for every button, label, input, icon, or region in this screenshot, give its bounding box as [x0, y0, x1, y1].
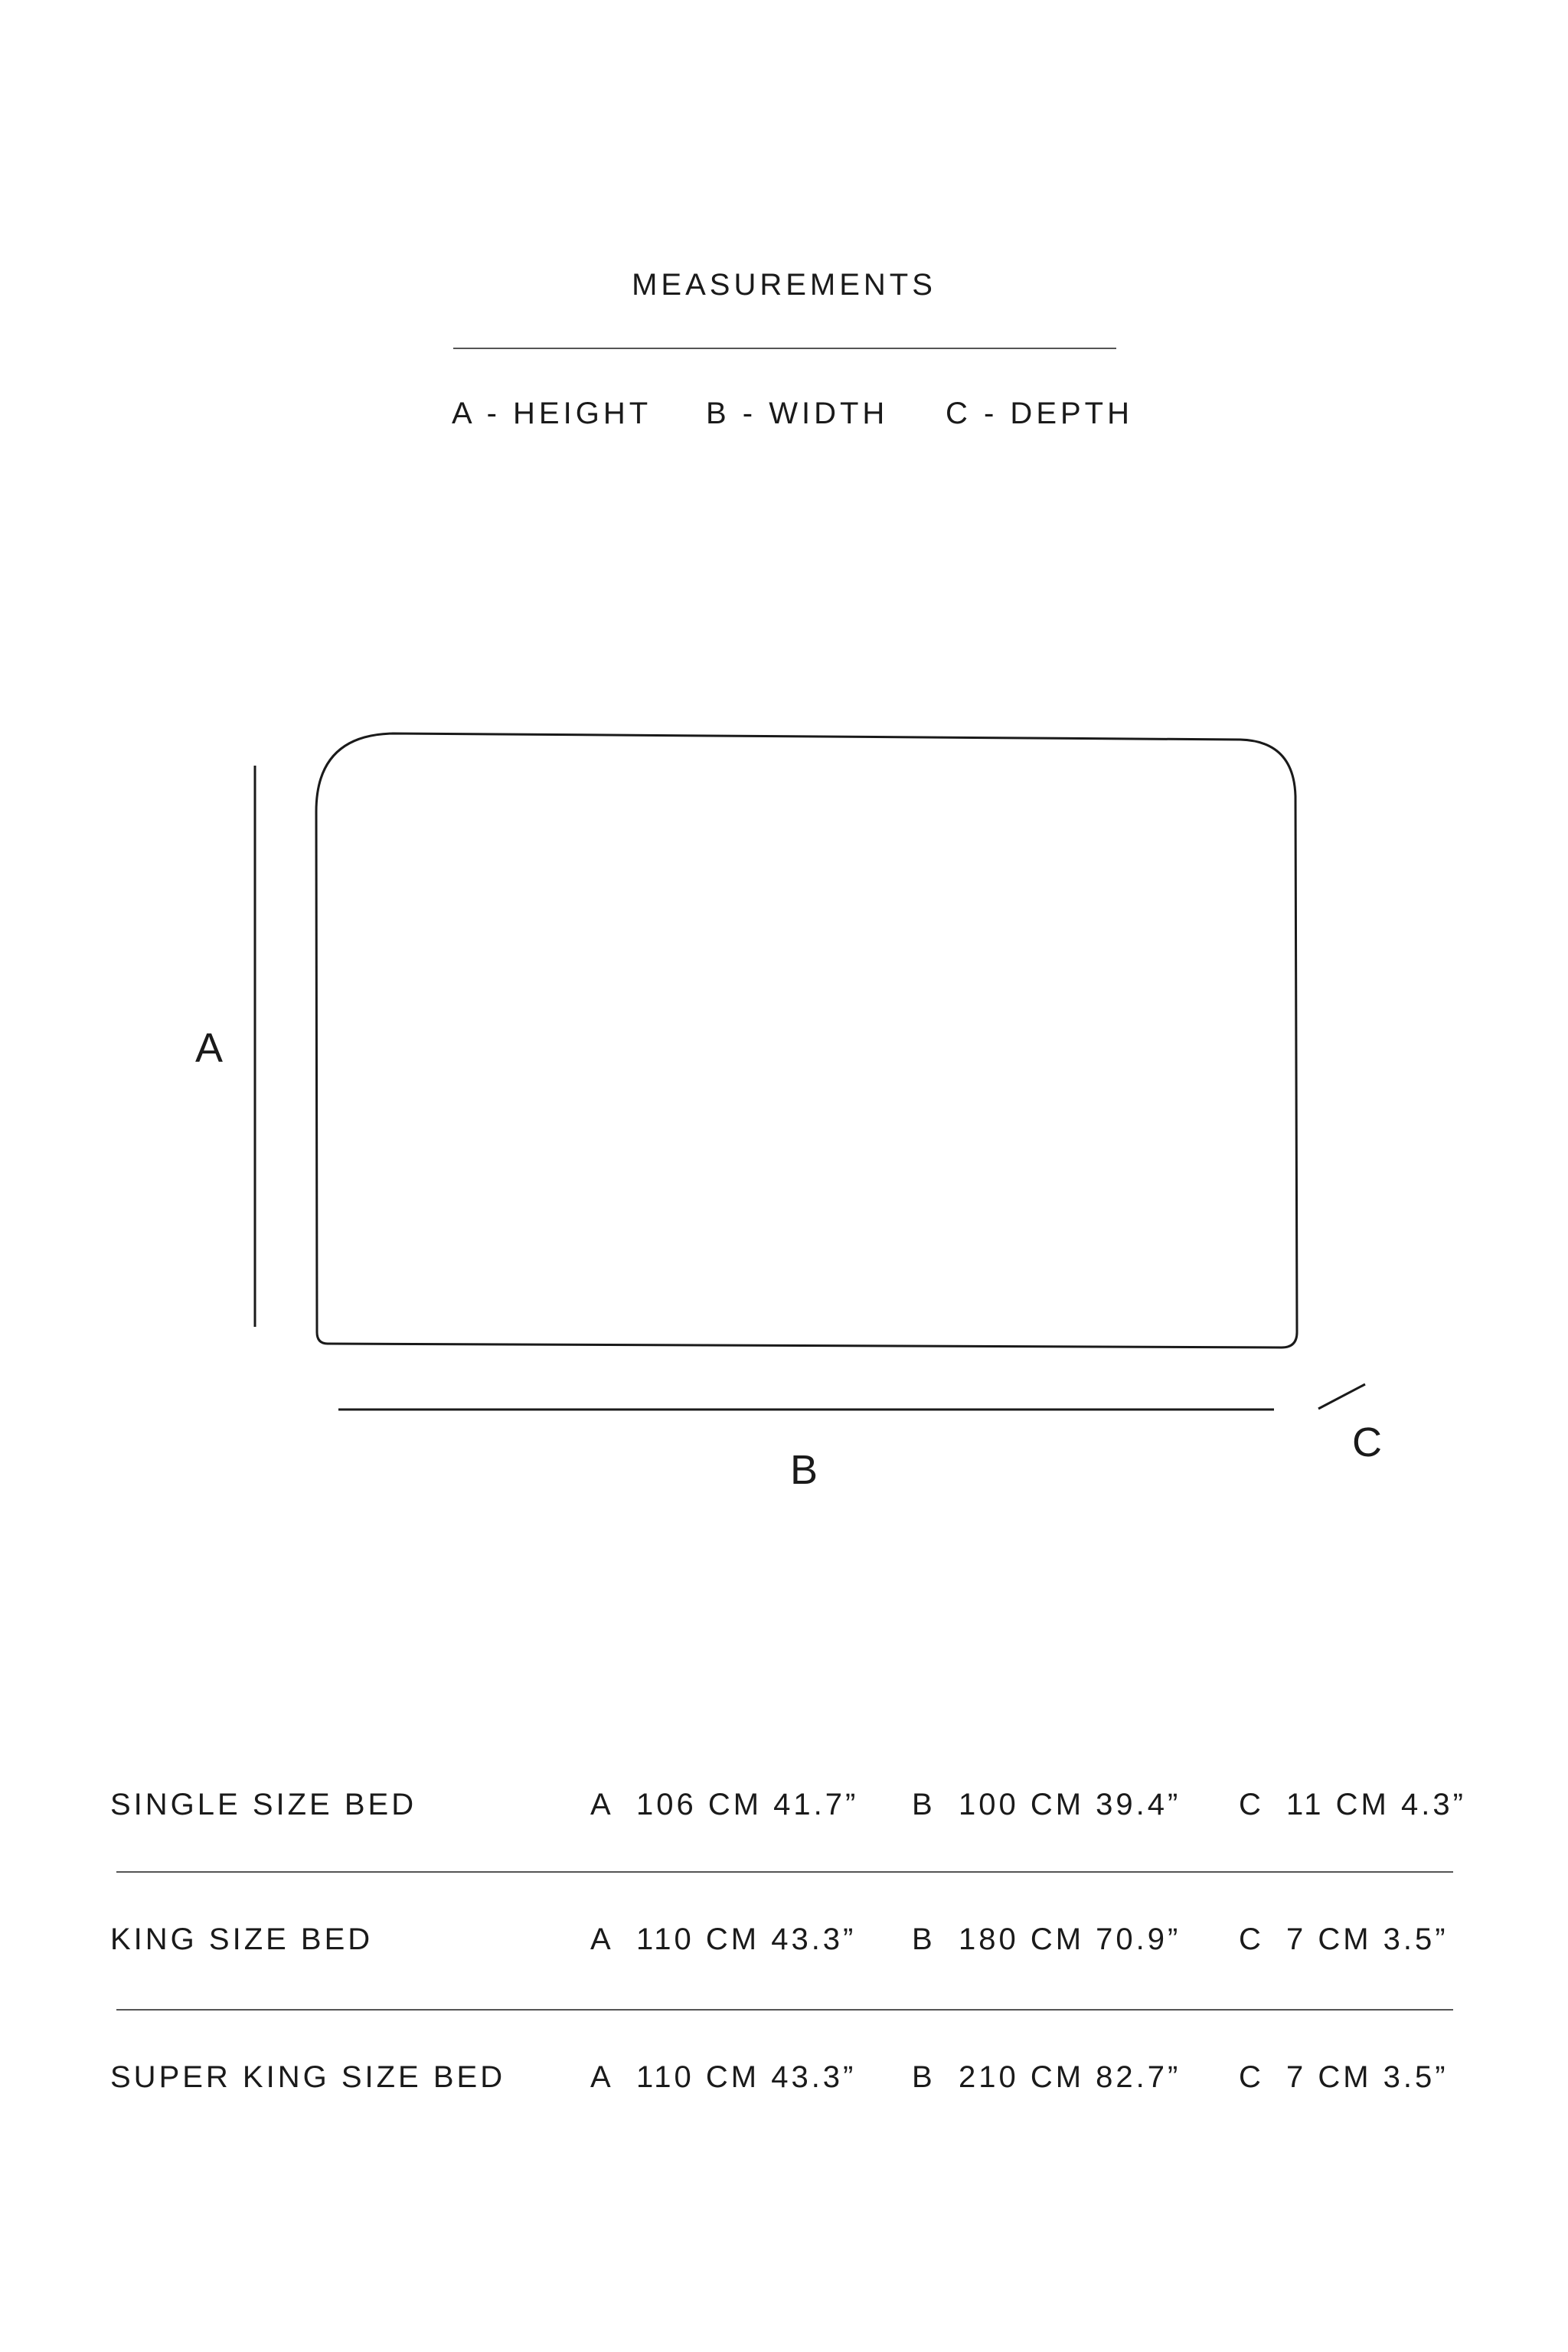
height-label: A: [195, 1025, 224, 1071]
depth-value: 11 CM 4.3”: [1286, 1788, 1466, 1821]
depth-dimension-line: [1318, 1384, 1365, 1409]
size-row-single: [0, 1782, 1568, 1828]
size-row-super-king: [0, 2054, 1568, 2100]
depth-key: C: [1239, 1788, 1264, 1821]
width-value: 210 CM 82.7”: [959, 2060, 1181, 2094]
size-name: SINGLE SIZE BED: [110, 1788, 417, 1821]
height-value: 110 CM 43.3”: [636, 1922, 857, 1956]
row-divider: [116, 2009, 1453, 2011]
headboard-outline: [316, 733, 1297, 1348]
size-name: KING SIZE BED: [110, 1922, 374, 1956]
width-label: B: [790, 1447, 818, 1493]
width-key: B: [912, 1788, 936, 1821]
depth-key: C: [1239, 1922, 1264, 1956]
legend-width: B - WIDTH: [706, 397, 889, 430]
height-value: 106 CM 41.7”: [636, 1788, 859, 1821]
width-value: 100 CM 39.4”: [959, 1788, 1181, 1821]
row-divider: [116, 1871, 1453, 1873]
legend-depth: C - DEPTH: [946, 397, 1133, 430]
size-name: SUPER KING SIZE BED: [110, 2060, 506, 2094]
depth-label: C: [1352, 1419, 1382, 1465]
depth-key: C: [1239, 2060, 1264, 2094]
height-key: A: [590, 2060, 614, 2094]
page-title: MEASUREMENTS: [632, 268, 936, 302]
height-key: A: [590, 1922, 614, 1956]
legend-height: A - HEIGHT: [452, 397, 652, 430]
size-row-king: [0, 1916, 1568, 1962]
width-value: 180 CM 70.9”: [959, 1922, 1181, 1956]
width-key: B: [912, 2060, 936, 2094]
depth-value: 7 CM 3.5”: [1286, 1922, 1449, 1956]
depth-value: 7 CM 3.5”: [1286, 2060, 1449, 2094]
height-key: A: [590, 1788, 614, 1821]
width-key: B: [912, 1922, 936, 1956]
height-value: 110 CM 43.3”: [636, 2060, 857, 2094]
